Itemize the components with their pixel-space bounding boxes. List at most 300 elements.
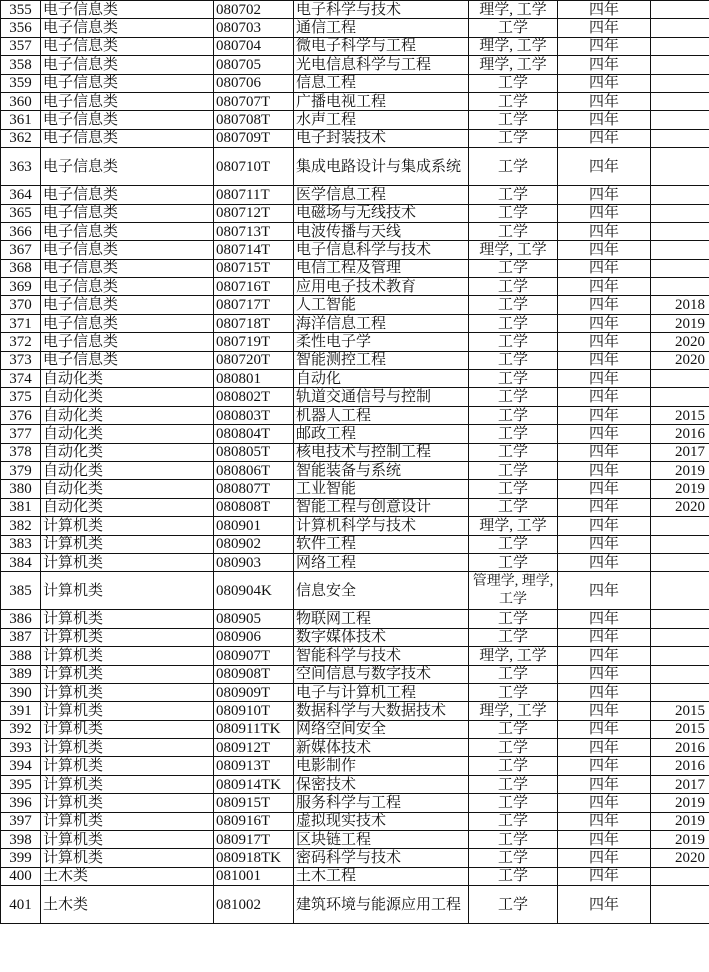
category-cell: 自动化类 xyxy=(41,461,214,479)
major-name-cell: 智能测控工程 xyxy=(294,351,469,369)
duration-cell: 四年 xyxy=(558,498,651,516)
year-added-cell xyxy=(651,610,709,628)
category-cell: 计算机类 xyxy=(41,535,214,553)
degree-cell: 工学 xyxy=(469,867,558,885)
table-row xyxy=(1,553,709,571)
year-added-cell xyxy=(651,535,709,553)
row-number: 364 xyxy=(1,186,41,204)
degree-cell: 工学 xyxy=(469,92,558,110)
table-row xyxy=(1,517,709,535)
duration-cell: 四年 xyxy=(558,702,651,720)
duration-cell: 四年 xyxy=(558,37,651,55)
year-added-cell xyxy=(651,148,709,186)
category-cell: 土木类 xyxy=(41,867,214,885)
code-cell: 080714T xyxy=(214,241,294,259)
table-row xyxy=(1,406,709,424)
duration-cell: 四年 xyxy=(558,553,651,571)
category-cell: 计算机类 xyxy=(41,849,214,867)
major-name-cell: 智能工程与创意设计 xyxy=(294,498,469,516)
major-name-cell: 水声工程 xyxy=(294,111,469,129)
duration-cell: 四年 xyxy=(558,333,651,351)
category-cell: 计算机类 xyxy=(41,739,214,757)
major-name-cell: 保密技术 xyxy=(294,775,469,793)
year-added-cell xyxy=(651,572,709,610)
duration-cell: 四年 xyxy=(558,351,651,369)
row-number: 370 xyxy=(1,296,41,314)
major-name-cell: 微电子科学与工程 xyxy=(294,37,469,55)
major-name-cell: 柔性电子学 xyxy=(294,333,469,351)
degree-cell: 工学 xyxy=(469,794,558,812)
degree-cell: 工学 xyxy=(469,849,558,867)
table-row xyxy=(1,351,709,369)
code-cell: 080702 xyxy=(214,1,294,19)
year-added-cell xyxy=(651,241,709,259)
row-number: 355 xyxy=(1,1,41,19)
major-name-cell: 光电信息科学与工程 xyxy=(294,56,469,74)
code-cell: 080713T xyxy=(214,222,294,240)
table-row xyxy=(1,56,709,74)
row-number: 369 xyxy=(1,278,41,296)
table-row xyxy=(1,757,709,775)
row-number: 384 xyxy=(1,553,41,571)
major-name-cell: 医学信息工程 xyxy=(294,186,469,204)
table-row xyxy=(1,498,709,516)
table-row xyxy=(1,388,709,406)
duration-cell: 四年 xyxy=(558,92,651,110)
code-cell: 080705 xyxy=(214,56,294,74)
row-number: 396 xyxy=(1,794,41,812)
year-added-cell xyxy=(651,628,709,646)
row-number: 389 xyxy=(1,665,41,683)
table-row xyxy=(1,129,709,147)
category-cell: 计算机类 xyxy=(41,628,214,646)
duration-cell: 四年 xyxy=(558,720,651,738)
major-name-cell: 电影制作 xyxy=(294,757,469,775)
duration-cell: 四年 xyxy=(558,757,651,775)
major-name-cell: 通信工程 xyxy=(294,19,469,37)
year-added-cell xyxy=(651,204,709,222)
row-number: 379 xyxy=(1,461,41,479)
table-row xyxy=(1,480,709,498)
row-number: 387 xyxy=(1,628,41,646)
row-number: 359 xyxy=(1,74,41,92)
table-row xyxy=(1,572,709,610)
degree-cell: 管理学, 理学, 工学 xyxy=(469,572,558,610)
year-added-cell: 2019 xyxy=(651,314,709,332)
year-added-cell xyxy=(651,19,709,37)
category-cell: 计算机类 xyxy=(41,775,214,793)
year-added-cell xyxy=(651,92,709,110)
duration-cell: 四年 xyxy=(558,461,651,479)
duration-cell: 四年 xyxy=(558,831,651,849)
table-row xyxy=(1,259,709,277)
duration-cell: 四年 xyxy=(558,425,651,443)
duration-cell: 四年 xyxy=(558,241,651,259)
duration-cell: 四年 xyxy=(558,572,651,610)
category-cell: 计算机类 xyxy=(41,812,214,830)
table-row xyxy=(1,314,709,332)
table-row xyxy=(1,535,709,553)
degree-cell: 工学 xyxy=(469,19,558,37)
degree-cell: 工学 xyxy=(469,425,558,443)
category-cell: 电子信息类 xyxy=(41,222,214,240)
major-name-cell: 土木工程 xyxy=(294,867,469,885)
major-name-cell: 物联网工程 xyxy=(294,610,469,628)
row-number: 375 xyxy=(1,388,41,406)
degree-cell: 工学 xyxy=(469,553,558,571)
category-cell: 计算机类 xyxy=(41,794,214,812)
row-number: 383 xyxy=(1,535,41,553)
row-number: 393 xyxy=(1,739,41,757)
major-name-cell: 工业智能 xyxy=(294,480,469,498)
year-added-cell xyxy=(651,388,709,406)
major-name-cell: 电子信息科学与技术 xyxy=(294,241,469,259)
degree-cell: 工学 xyxy=(469,351,558,369)
year-added-cell: 2017 xyxy=(651,775,709,793)
table-row xyxy=(1,831,709,849)
degree-cell: 理学, 工学 xyxy=(469,702,558,720)
degree-cell: 工学 xyxy=(469,757,558,775)
degree-cell: 理学, 工学 xyxy=(469,1,558,19)
duration-cell: 四年 xyxy=(558,517,651,535)
duration-cell: 四年 xyxy=(558,370,651,388)
table-row xyxy=(1,775,709,793)
major-name-cell: 密码科学与技术 xyxy=(294,849,469,867)
row-number: 361 xyxy=(1,111,41,129)
table-row xyxy=(1,1,709,19)
degree-cell: 工学 xyxy=(469,186,558,204)
row-number: 377 xyxy=(1,425,41,443)
major-name-cell: 计算机科学与技术 xyxy=(294,517,469,535)
row-number: 380 xyxy=(1,480,41,498)
table-row xyxy=(1,37,709,55)
code-cell: 080803T xyxy=(214,406,294,424)
degree-cell: 工学 xyxy=(469,314,558,332)
row-number: 362 xyxy=(1,129,41,147)
duration-cell: 四年 xyxy=(558,739,651,757)
table-row xyxy=(1,886,709,924)
major-name-cell: 轨道交通信号与控制 xyxy=(294,388,469,406)
duration-cell: 四年 xyxy=(558,186,651,204)
table-row xyxy=(1,204,709,222)
degree-cell: 工学 xyxy=(469,222,558,240)
major-name-cell: 电子与计算机工程 xyxy=(294,683,469,701)
category-cell: 自动化类 xyxy=(41,406,214,424)
year-added-cell xyxy=(651,886,709,924)
year-added-cell: 2019 xyxy=(651,794,709,812)
category-cell: 电子信息类 xyxy=(41,259,214,277)
major-name-cell: 信息工程 xyxy=(294,74,469,92)
table-row xyxy=(1,812,709,830)
major-name-cell: 数字媒体技术 xyxy=(294,628,469,646)
category-cell: 自动化类 xyxy=(41,388,214,406)
degree-cell: 工学 xyxy=(469,461,558,479)
category-cell: 计算机类 xyxy=(41,702,214,720)
code-cell: 080711T xyxy=(214,186,294,204)
row-number: 363 xyxy=(1,148,41,186)
category-cell: 电子信息类 xyxy=(41,92,214,110)
code-cell: 080915T xyxy=(214,794,294,812)
code-cell: 080907T xyxy=(214,647,294,665)
row-number: 385 xyxy=(1,572,41,610)
year-added-cell xyxy=(651,222,709,240)
year-added-cell: 2020 xyxy=(651,849,709,867)
table-row xyxy=(1,794,709,812)
code-cell: 081001 xyxy=(214,867,294,885)
code-cell: 080910T xyxy=(214,702,294,720)
row-number: 378 xyxy=(1,443,41,461)
category-cell: 电子信息类 xyxy=(41,278,214,296)
table-row xyxy=(1,647,709,665)
category-cell: 计算机类 xyxy=(41,572,214,610)
degree-cell: 理学, 工学 xyxy=(469,517,558,535)
degree-cell: 工学 xyxy=(469,74,558,92)
year-added-cell: 2015 xyxy=(651,406,709,424)
degree-cell: 工学 xyxy=(469,278,558,296)
code-cell: 080716T xyxy=(214,278,294,296)
year-added-cell xyxy=(651,259,709,277)
category-cell: 电子信息类 xyxy=(41,241,214,259)
year-added-cell xyxy=(651,278,709,296)
year-added-cell xyxy=(651,129,709,147)
category-cell: 计算机类 xyxy=(41,553,214,571)
year-added-cell: 2020 xyxy=(651,498,709,516)
code-cell: 080911TK xyxy=(214,720,294,738)
category-cell: 电子信息类 xyxy=(41,111,214,129)
duration-cell: 四年 xyxy=(558,19,651,37)
major-name-cell: 电磁场与无线技术 xyxy=(294,204,469,222)
code-cell: 080908T xyxy=(214,665,294,683)
table-row xyxy=(1,683,709,701)
code-cell: 080916T xyxy=(214,812,294,830)
major-name-cell: 电子封装技术 xyxy=(294,129,469,147)
row-number: 365 xyxy=(1,204,41,222)
year-added-cell xyxy=(651,1,709,19)
row-number: 357 xyxy=(1,37,41,55)
table-row xyxy=(1,370,709,388)
major-name-cell: 自动化 xyxy=(294,370,469,388)
degree-cell: 工学 xyxy=(469,148,558,186)
degree-cell: 理学, 工学 xyxy=(469,241,558,259)
duration-cell: 四年 xyxy=(558,683,651,701)
duration-cell: 四年 xyxy=(558,296,651,314)
duration-cell: 四年 xyxy=(558,665,651,683)
major-name-cell: 网络工程 xyxy=(294,553,469,571)
category-cell: 自动化类 xyxy=(41,480,214,498)
degree-cell: 工学 xyxy=(469,628,558,646)
duration-cell: 四年 xyxy=(558,222,651,240)
row-number: 371 xyxy=(1,314,41,332)
row-number: 397 xyxy=(1,812,41,830)
duration-cell: 四年 xyxy=(558,388,651,406)
code-cell: 080903 xyxy=(214,553,294,571)
table-row xyxy=(1,74,709,92)
code-cell: 080909T xyxy=(214,683,294,701)
year-added-cell: 2018 xyxy=(651,296,709,314)
year-added-cell xyxy=(651,867,709,885)
major-name-cell: 核电技术与控制工程 xyxy=(294,443,469,461)
duration-cell: 四年 xyxy=(558,406,651,424)
code-cell: 080720T xyxy=(214,351,294,369)
category-cell: 电子信息类 xyxy=(41,333,214,351)
category-cell: 电子信息类 xyxy=(41,148,214,186)
code-cell: 080904K xyxy=(214,572,294,610)
major-name-cell: 虚拟现实技术 xyxy=(294,812,469,830)
table-body xyxy=(1,1,709,924)
category-cell: 计算机类 xyxy=(41,720,214,738)
code-cell: 080706 xyxy=(214,74,294,92)
code-cell: 080712T xyxy=(214,204,294,222)
major-name-cell: 建筑环境与能源应用工程 xyxy=(294,886,469,924)
year-added-cell: 2019 xyxy=(651,831,709,849)
duration-cell: 四年 xyxy=(558,278,651,296)
code-cell: 080802T xyxy=(214,388,294,406)
duration-cell: 四年 xyxy=(558,204,651,222)
duration-cell: 四年 xyxy=(558,1,651,19)
category-cell: 电子信息类 xyxy=(41,37,214,55)
duration-cell: 四年 xyxy=(558,56,651,74)
category-cell: 自动化类 xyxy=(41,443,214,461)
duration-cell: 四年 xyxy=(558,314,651,332)
table-row xyxy=(1,665,709,683)
year-added-cell xyxy=(651,74,709,92)
category-cell: 电子信息类 xyxy=(41,351,214,369)
category-cell: 电子信息类 xyxy=(41,186,214,204)
category-cell: 计算机类 xyxy=(41,647,214,665)
code-cell: 080719T xyxy=(214,333,294,351)
category-cell: 自动化类 xyxy=(41,498,214,516)
duration-cell: 四年 xyxy=(558,775,651,793)
category-cell: 自动化类 xyxy=(41,425,214,443)
code-cell: 080807T xyxy=(214,480,294,498)
code-cell: 080913T xyxy=(214,757,294,775)
row-number: 366 xyxy=(1,222,41,240)
degree-cell: 工学 xyxy=(469,739,558,757)
major-name-cell: 集成电路设计与集成系统 xyxy=(294,148,469,186)
category-cell: 电子信息类 xyxy=(41,56,214,74)
year-added-cell: 2016 xyxy=(651,425,709,443)
degree-cell: 工学 xyxy=(469,480,558,498)
major-name-cell: 智能科学与技术 xyxy=(294,647,469,665)
degree-cell: 理学, 工学 xyxy=(469,37,558,55)
year-added-cell: 2015 xyxy=(651,720,709,738)
degree-cell: 理学, 工学 xyxy=(469,647,558,665)
major-name-cell: 电子科学与技术 xyxy=(294,1,469,19)
row-number: 390 xyxy=(1,683,41,701)
duration-cell: 四年 xyxy=(558,535,651,553)
year-added-cell: 2016 xyxy=(651,739,709,757)
code-cell: 080804T xyxy=(214,425,294,443)
major-name-cell: 网络空间安全 xyxy=(294,720,469,738)
major-name-cell: 新媒体技术 xyxy=(294,739,469,757)
row-number: 368 xyxy=(1,259,41,277)
degree-cell: 理学, 工学 xyxy=(469,56,558,74)
degree-cell: 工学 xyxy=(469,720,558,738)
category-cell: 计算机类 xyxy=(41,831,214,849)
year-added-cell xyxy=(651,517,709,535)
category-cell: 电子信息类 xyxy=(41,204,214,222)
year-added-cell xyxy=(651,37,709,55)
category-cell: 计算机类 xyxy=(41,610,214,628)
year-added-cell xyxy=(651,111,709,129)
row-number: 388 xyxy=(1,647,41,665)
major-name-cell: 人工智能 xyxy=(294,296,469,314)
row-number: 360 xyxy=(1,92,41,110)
major-name-cell: 电波传播与天线 xyxy=(294,222,469,240)
degree-cell: 工学 xyxy=(469,665,558,683)
row-number: 374 xyxy=(1,370,41,388)
row-number: 358 xyxy=(1,56,41,74)
row-number: 398 xyxy=(1,831,41,849)
table-row xyxy=(1,333,709,351)
year-added-cell: 2015 xyxy=(651,702,709,720)
table-row xyxy=(1,186,709,204)
category-cell: 计算机类 xyxy=(41,517,214,535)
major-name-cell: 区块链工程 xyxy=(294,831,469,849)
category-cell: 电子信息类 xyxy=(41,129,214,147)
year-added-cell: 2017 xyxy=(651,443,709,461)
row-number: 376 xyxy=(1,406,41,424)
table-row xyxy=(1,849,709,867)
code-cell: 080703 xyxy=(214,19,294,37)
table-row xyxy=(1,610,709,628)
year-added-cell xyxy=(651,647,709,665)
code-cell: 080718T xyxy=(214,314,294,332)
code-cell: 080905 xyxy=(214,610,294,628)
duration-cell: 四年 xyxy=(558,628,651,646)
row-number: 356 xyxy=(1,19,41,37)
degree-cell: 工学 xyxy=(469,610,558,628)
degree-cell: 工学 xyxy=(469,129,558,147)
major-name-cell: 空间信息与数字技术 xyxy=(294,665,469,683)
code-cell: 080717T xyxy=(214,296,294,314)
degree-cell: 工学 xyxy=(469,406,558,424)
table-row xyxy=(1,443,709,461)
major-name-cell: 机器人工程 xyxy=(294,406,469,424)
duration-cell: 四年 xyxy=(558,148,651,186)
row-number: 382 xyxy=(1,517,41,535)
degree-cell: 工学 xyxy=(469,388,558,406)
row-number: 394 xyxy=(1,757,41,775)
category-cell: 自动化类 xyxy=(41,370,214,388)
category-cell: 电子信息类 xyxy=(41,74,214,92)
row-number: 401 xyxy=(1,886,41,924)
degree-cell: 工学 xyxy=(469,498,558,516)
category-cell: 计算机类 xyxy=(41,665,214,683)
code-cell: 080806T xyxy=(214,461,294,479)
degree-cell: 工学 xyxy=(469,775,558,793)
degree-cell: 工学 xyxy=(469,333,558,351)
degree-cell: 工学 xyxy=(469,443,558,461)
degree-cell: 工学 xyxy=(469,204,558,222)
code-cell: 081002 xyxy=(214,886,294,924)
table-row xyxy=(1,19,709,37)
degree-cell: 工学 xyxy=(469,886,558,924)
category-cell: 电子信息类 xyxy=(41,296,214,314)
code-cell: 080805T xyxy=(214,443,294,461)
degree-cell: 工学 xyxy=(469,259,558,277)
year-added-cell xyxy=(651,370,709,388)
duration-cell: 四年 xyxy=(558,794,651,812)
degree-cell: 工学 xyxy=(469,111,558,129)
row-number: 395 xyxy=(1,775,41,793)
table-row xyxy=(1,461,709,479)
major-name-cell: 服务科学与工程 xyxy=(294,794,469,812)
row-number: 400 xyxy=(1,867,41,885)
degree-cell: 工学 xyxy=(469,831,558,849)
category-cell: 电子信息类 xyxy=(41,314,214,332)
row-number: 373 xyxy=(1,351,41,369)
